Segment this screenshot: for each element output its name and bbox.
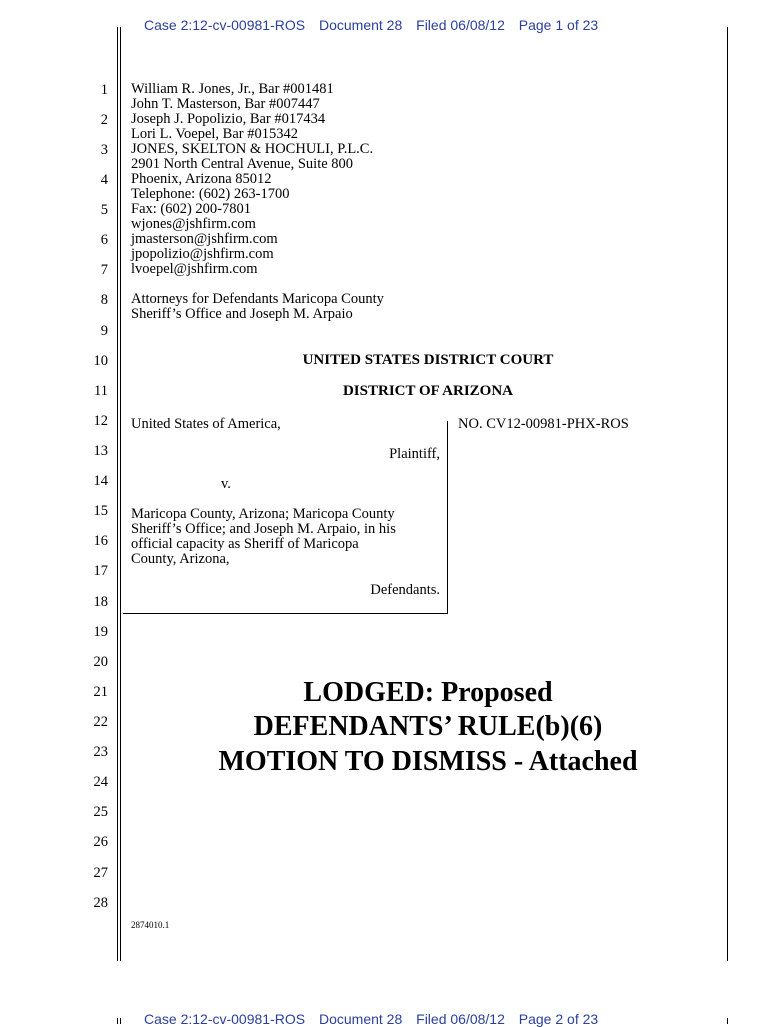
case-number-header: Case 2:12-cv-00981-ROS	[144, 17, 306, 33]
line-number: 28	[93, 895, 108, 911]
line-number: 10	[93, 353, 108, 369]
next-page-left-rule-inner	[120, 1018, 121, 1024]
line-number: 21	[93, 684, 108, 700]
line-number: 25	[93, 804, 108, 820]
counsel-line: William R. Jones, Jr., Bar #001481	[131, 81, 334, 97]
counsel-line: Joseph J. Popolizio, Bar #017434	[131, 111, 326, 127]
case-number: NO. CV12-00981-PHX-ROS	[458, 416, 629, 432]
line-number: 22	[93, 714, 108, 730]
telephone: Telephone: (602) 263-1700	[131, 186, 290, 202]
document-title-line: LODGED: Proposed	[303, 677, 553, 708]
page-count-header: Page 1 of 23	[518, 17, 599, 33]
defendant-names-line: County, Arizona,	[131, 551, 230, 567]
plaintiff-name: United States of America,	[131, 416, 281, 432]
plaintiff-role: Plaintiff,	[389, 446, 440, 462]
line-number: 1	[100, 82, 108, 98]
caption-divider-horizontal	[123, 613, 448, 614]
counsel-line: John T. Masterson, Bar #007447	[131, 96, 320, 112]
line-number: 9	[100, 323, 108, 339]
next-page-header	[144, 1011, 608, 1027]
defendants-role: Defendants.	[370, 582, 440, 598]
line-number: 26	[93, 834, 108, 850]
line-number: 27	[93, 865, 108, 881]
email: wjones@jshfirm.com	[131, 216, 256, 232]
caption-divider-vertical	[447, 421, 448, 614]
line-number: 14	[93, 473, 108, 489]
line-number: 5	[100, 202, 108, 218]
left-margin-rule-outer	[117, 27, 118, 961]
line-number: 19	[93, 624, 108, 640]
next-page-right-rule	[727, 1018, 728, 1024]
right-margin-rule	[727, 27, 728, 961]
document-id-footer: 2874010.1	[131, 920, 170, 930]
line-number: 15	[93, 503, 108, 519]
line-number: 23	[93, 744, 108, 760]
line-number: 20	[93, 654, 108, 670]
defendant-names-line: Sheriff’s Office; and Joseph M. Arpaio, in his	[131, 521, 396, 537]
filing-header	[144, 17, 608, 33]
filed-date-header: Filed 06/08/12	[416, 17, 505, 33]
line-number: 13	[93, 443, 108, 459]
attorneys-for-line: Attorneys for Defendants Maricopa County	[131, 291, 384, 307]
line-number: 6	[100, 232, 108, 248]
document-title-line: DEFENDANTS’ RULE(b)(6)	[253, 711, 603, 742]
counsel-line: 2901 North Central Avenue, Suite 800	[131, 156, 354, 172]
line-number: 3	[100, 142, 108, 158]
line-number: 8	[100, 292, 108, 308]
left-margin-rule-inner	[120, 27, 121, 961]
firm-name: JONES, SKELTON & HOCHULI, P.L.C.	[131, 141, 374, 157]
document-number-header: Document 28	[318, 1011, 403, 1027]
versus: v.	[221, 476, 231, 492]
line-number: 11	[94, 383, 108, 399]
email: jmasterson@jshfirm.com	[131, 231, 278, 247]
counsel-line: Lori L. Voepel, Bar #015342	[131, 126, 298, 142]
line-number: 18	[93, 594, 108, 610]
attorneys-for-line: Sheriff’s Office and Joseph M. Arpaio	[131, 306, 353, 322]
line-number: 2	[100, 112, 108, 128]
filed-date-header: Filed 06/08/12	[416, 1011, 505, 1027]
line-number: 12	[93, 413, 108, 429]
case-number-header: Case 2:12-cv-00981-ROS	[144, 1011, 306, 1027]
line-number: 17	[93, 563, 108, 579]
court-name: UNITED STATES DISTRICT COURT	[302, 352, 554, 368]
counsel-line: Phoenix, Arizona 85012	[131, 171, 272, 187]
fax: Fax: (602) 200-7801	[131, 201, 252, 217]
defendant-names-line: official capacity as Sheriff of Maricopa	[131, 536, 359, 552]
line-number: 7	[100, 262, 108, 278]
court-district: DISTRICT OF ARIZONA	[342, 383, 514, 399]
document-number-header: Document 28	[318, 17, 403, 33]
next-page-left-rule-outer	[117, 1018, 118, 1024]
line-number: 24	[93, 774, 108, 790]
document-title-line: MOTION TO DISMISS - Attached	[218, 746, 638, 777]
email: lvoepel@jshfirm.com	[131, 261, 258, 277]
line-number: 4	[100, 172, 108, 188]
page-count-header: Page 2 of 23	[518, 1011, 599, 1027]
line-number: 16	[93, 533, 108, 549]
email: jpopolizio@jshfirm.com	[131, 246, 274, 262]
defendant-names-line: Maricopa County, Arizona; Maricopa County	[131, 506, 395, 522]
